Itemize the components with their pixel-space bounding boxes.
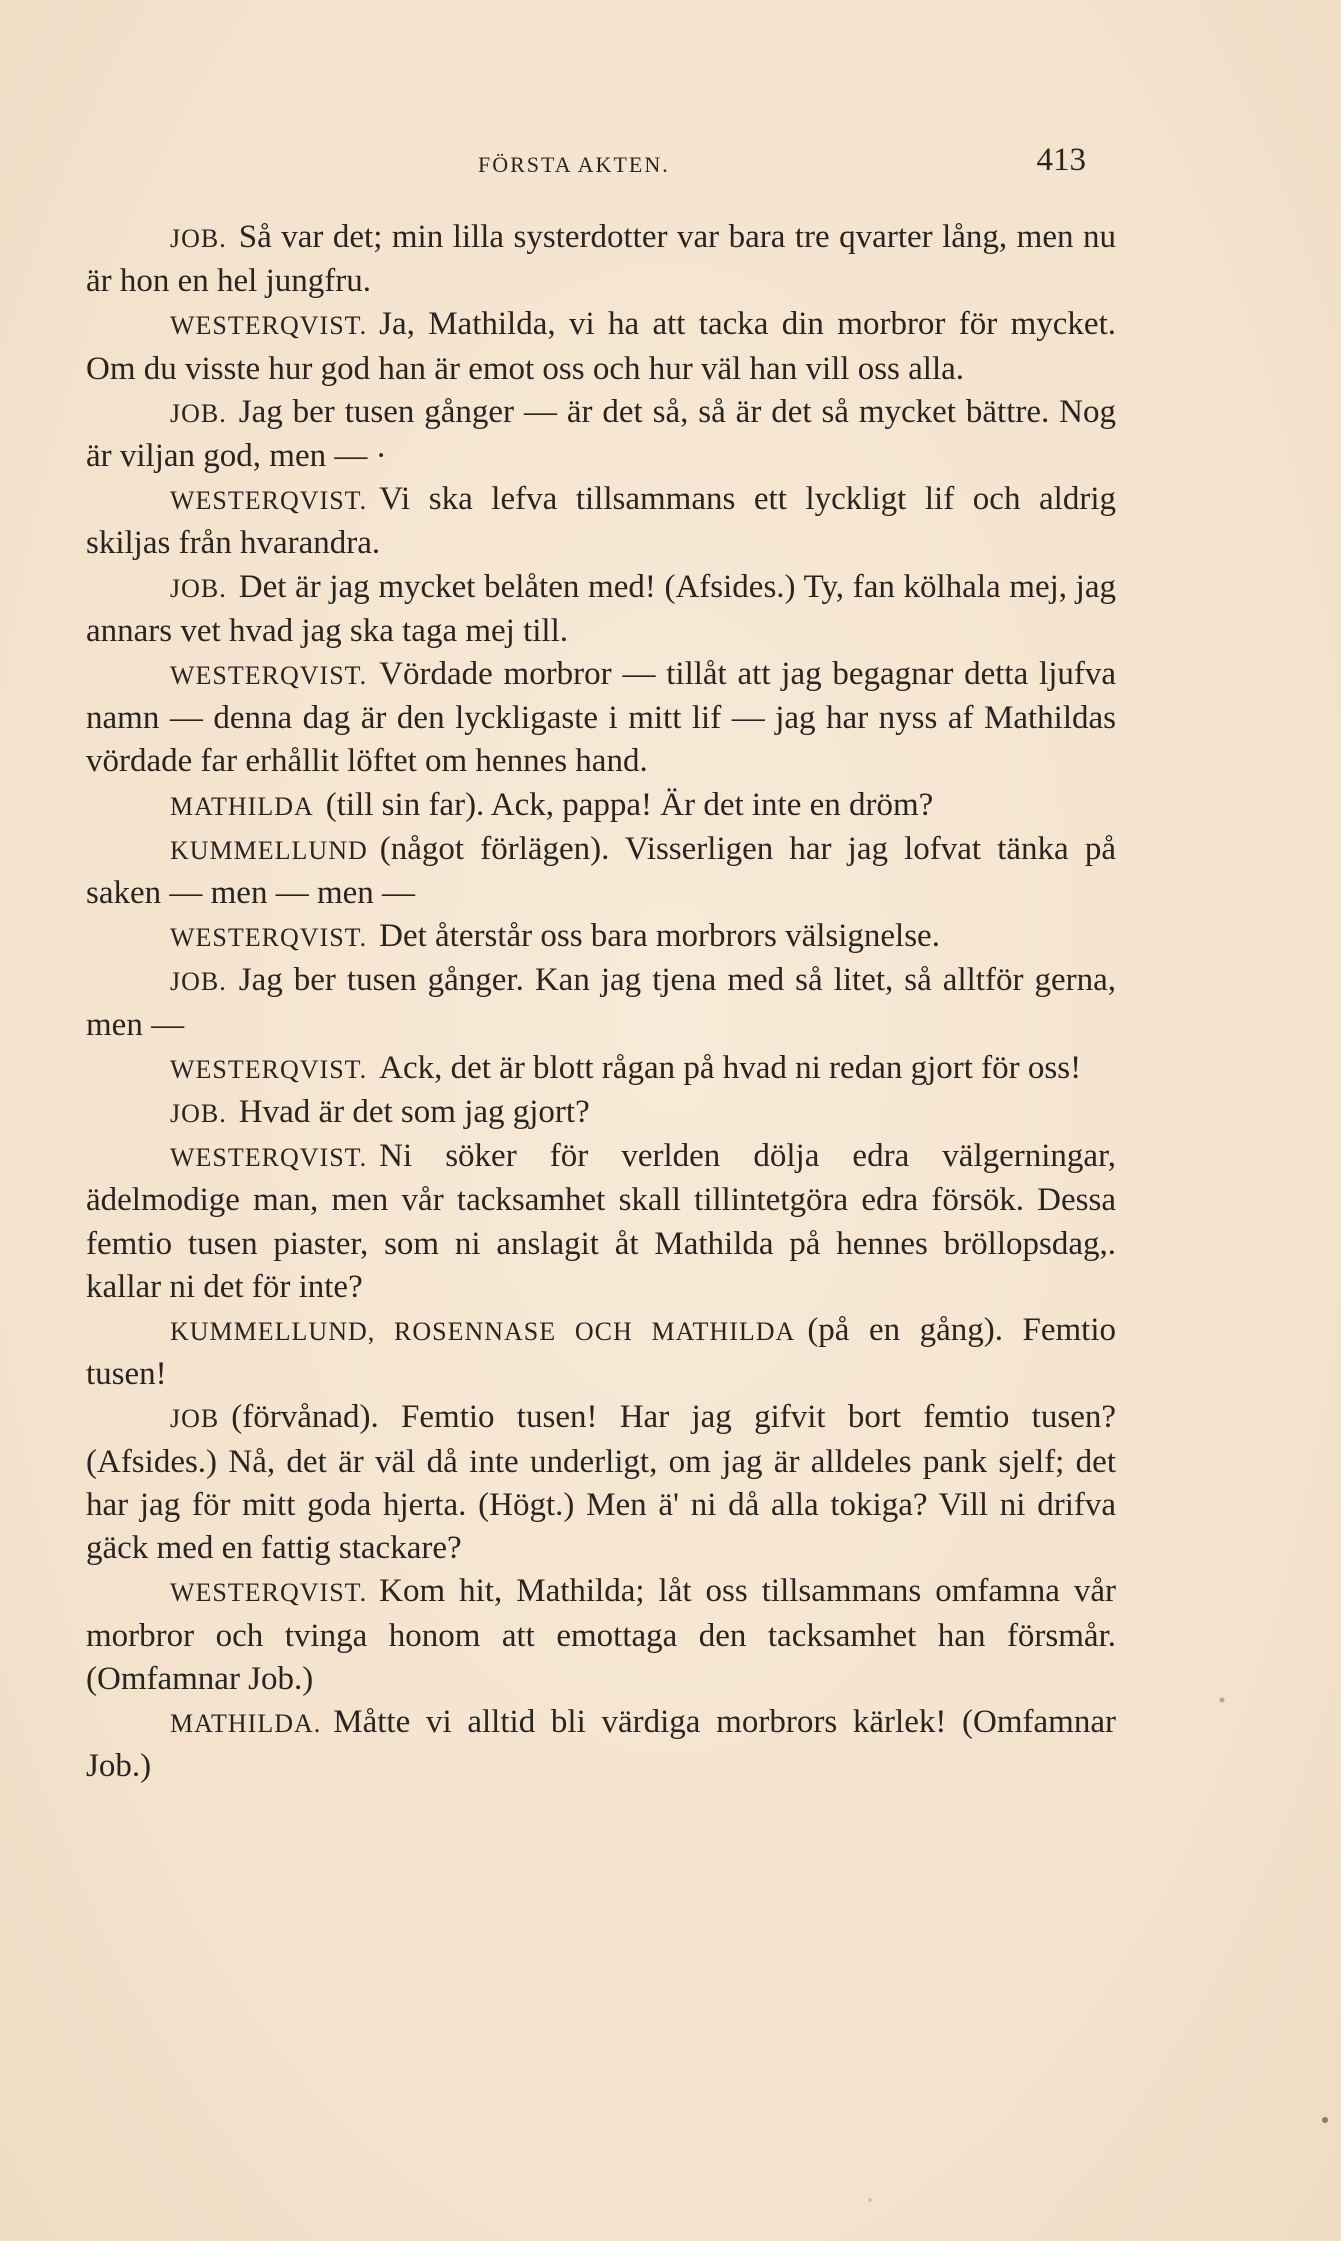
speech-text: Ja, Mathilda, vi ha att tacka din morbror för mycket. Om du visste hur god han är emot oss och hur väl han vill oss alla.	[86, 306, 1116, 387]
speaker-name: KUMMELLUND, ROSENNASE OCH MATHILDA	[170, 1317, 796, 1347]
speech-text: Det återstår oss bara morbrors välsignelse.	[379, 918, 940, 955]
speaker-name: WESTERQVIST.	[170, 311, 368, 341]
speaker-name: WESTERQVIST.	[170, 1054, 368, 1084]
speaker-name: WESTERQVIST.	[170, 923, 368, 953]
speaker-name: JOB	[170, 1404, 220, 1434]
speaker-name: WESTERQVIST.	[170, 1143, 368, 1173]
speaker-name: KUMMELLUND	[170, 835, 368, 865]
running-title: FÖRSTA AKTEN.	[478, 152, 670, 177]
speech-text: Så var det; min lilla systerdotter var bara tre qvarter lång, men nu är hon en hel jungfru.	[86, 219, 1116, 300]
speaker-name: MATHILDA	[170, 791, 314, 821]
speaker-name: JOB.	[170, 224, 227, 253]
page-number: 413	[1036, 142, 1086, 178]
speech-text: Ni söker för verlden dölja edra välgerningar, ädelmodige man, men vår tacksamhet skall tillintetgöra edra försök. Dessa femtio tusen piaster, som ni anslagit åt Mathilda på hennes bröllopsdag,. kallar ni det för inte?	[86, 1138, 1116, 1305]
speech-text: Vördade morbror — tillåt att jag begagnar detta ljufva namn — denna dag är den lyckligaste i mitt lif — jag har nyss af Mathildas vördade far erhållit löftet om hennes hand.	[86, 656, 1116, 780]
speaker-name: JOB.	[170, 967, 227, 997]
speech-text: Hvad är det som jag gjort?	[238, 1094, 590, 1131]
speaker-name: JOB.	[170, 1099, 227, 1129]
speaker-name: JOB.	[170, 573, 227, 603]
speech-text: (förvånad). Femtio tusen! Har jag gifvit bort femtio tusen? (Afsides.) Nå, det är väl då inte underligt, om jag är alldeles pank sjelf; det har jag för mitt goda hjerta. (Högt.) Men ä' ni då alla tokiga? Vill ni drifva gäck med en fattig stackare?	[86, 1399, 1116, 1567]
speech-text: Kom hit, Mathilda; låt oss tillsammans omfamna vår morbror och tvinga honom att emottaga den tacksamhet han försmår. (Omfamnar Job.)	[86, 1573, 1116, 1697]
speaker-name: JOB.	[170, 398, 227, 428]
speech-text: (något förlägen). Visserligen har jag lofvat tänka på saken — men — men —	[86, 830, 1116, 912]
speech-text: Jag ber tusen gånger — är det så, så är det så mycket bättre. Nog är viljan god, men — ·	[86, 393, 1116, 475]
speech-text: Jag ber tusen gånger. Kan jag tjena med så litet, så alltför gerna, men —	[86, 962, 1116, 1043]
speech-text: (på en gång). Femtio tusen!	[86, 1312, 1116, 1393]
speaker-name: WESTERQVIST.	[170, 486, 368, 516]
speech-text: Ack, det är blott rågan på hvad ni redan gjort för oss!	[379, 1049, 1082, 1086]
speech-text: Det är jag mycket belåten med! (Afsides.) Ty, fan kölhala mej, jag annars vet hvad jag ska taga mej till.	[86, 568, 1116, 649]
speech-text: Måtte vi alltid bli värdiga morbrors kärlek! (Omfamnar Job.)	[86, 1703, 1116, 1785]
speaker-name: MATHILDA.	[170, 1708, 322, 1738]
speaker-name: WESTERQVIST.	[170, 661, 368, 691]
speaker-name: WESTERQVIST.	[170, 1578, 368, 1608]
speech-text: Vi ska lefva tillsammans ett lyckligt lif och aldrig skiljas från hvarandra.	[86, 481, 1116, 562]
speech-text: (till sin far). Ack, pappa! Är det inte en dröm?	[325, 786, 934, 823]
